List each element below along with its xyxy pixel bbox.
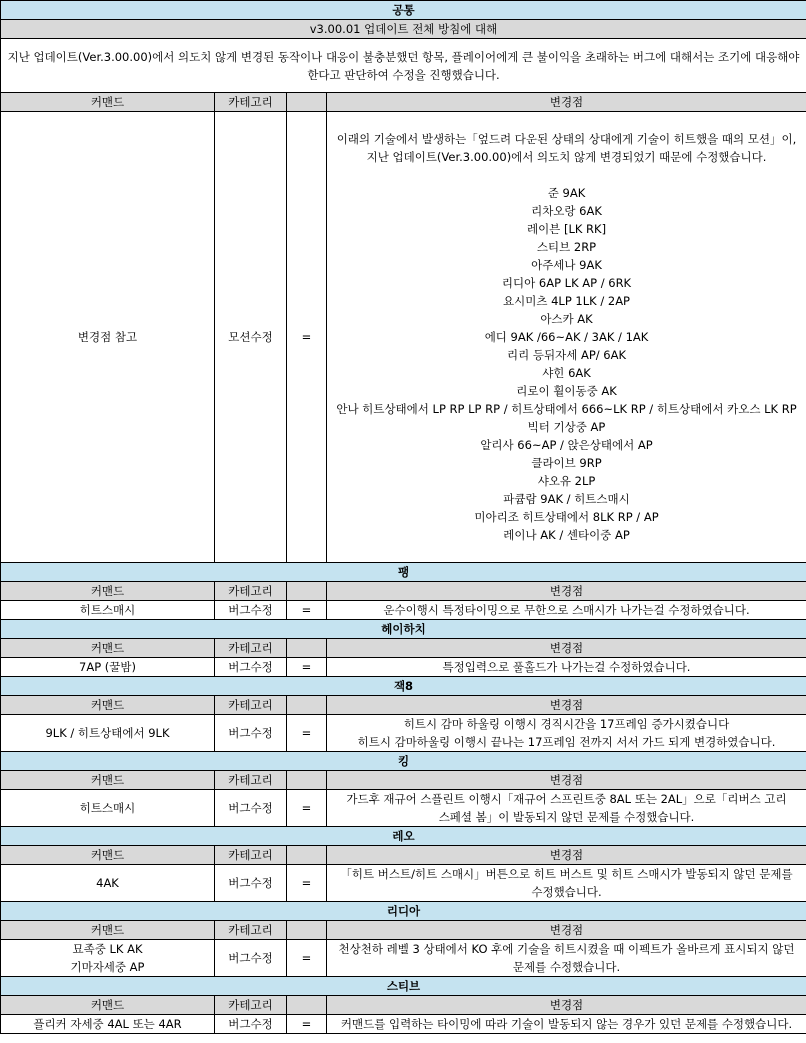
category-cell: 버그수정 <box>215 1015 287 1034</box>
header-command: 커맨드 <box>1 639 215 658</box>
change-line: 스티브 2RP <box>536 240 597 254</box>
header-command: 커맨드 <box>1 93 215 112</box>
change-line: 알리사 66~AP / 앉은상태에서 AP <box>480 438 653 452</box>
change-line: 아스카 AK <box>540 312 593 326</box>
command-cell <box>1 865 215 902</box>
equals-cell: = <box>287 112 327 563</box>
category-cell: 버그수정 <box>215 601 287 620</box>
header-command: 커맨드 <box>1 846 215 865</box>
table-row <box>1 865 806 902</box>
change-line: 레이나 AK / 센타이중 AP <box>503 528 630 542</box>
header-change: 변경점 <box>327 93 806 112</box>
category-cell: 모션수정 <box>215 112 287 563</box>
equals-cell: = <box>287 1015 327 1034</box>
change-line: 아주세나 9AK <box>531 258 602 272</box>
command-line: 플리커 자세중 4AL 또는 4AR <box>33 1017 182 1031</box>
header-command: 커맨드 <box>1 996 215 1015</box>
header-change: 변경점 <box>327 639 806 658</box>
command-line: 히트스매시 <box>79 603 136 617</box>
command-line: 7AP (꿀밤) <box>79 660 136 674</box>
command-cell <box>1 940 215 977</box>
header-category: 카테고리 <box>215 771 287 790</box>
change-line: 미아리조 히트상태에서 8LK RP / AP <box>474 510 659 524</box>
change-line: 샤힌 6AK <box>542 366 591 380</box>
update-policy-intro: 지난 업데이트(Ver.3.00.00)에서 의도치 않게 변경된 동작이나 대응이 불충분했던 항목, 플레이어에게 큰 불이익을 초래하는 버그에 대해서는 조기에 대응해야 한다고 판단하여 수정을 진행했습니다. <box>1 39 806 93</box>
header-category: 카테고리 <box>215 996 287 1015</box>
equals-cell: = <box>287 715 327 752</box>
command-line: 기마자세중 AP <box>70 960 145 974</box>
header-category: 카테고리 <box>215 93 287 112</box>
change-line: 파큠람 9AK / 히트스매시 <box>503 492 630 506</box>
change-line: 리리 등뒤자세 AP/ 6AK <box>507 348 627 362</box>
section-title: 팽 <box>1 563 806 582</box>
header-change: 변경점 <box>327 921 806 940</box>
change-line: 이래의 기술에서 발생하는「엎드려 다운된 상태의 상대에게 기술이 히트했을 때의 모션」이, 지난 업데이트(Ver.3.00.00)에서 의도치 않게 변경되었기 때문에 수정했습니다. <box>336 132 797 164</box>
command-line: 히트스매시 <box>79 801 136 815</box>
change-line: 레이븐 [LK RK] <box>526 222 607 236</box>
header-change: 변경점 <box>327 696 806 715</box>
change-line: 샤오유 2LP <box>537 474 596 488</box>
section-title: 킹 <box>1 752 806 771</box>
table-row <box>1 1015 806 1034</box>
change-cell: 커맨드를 입력하는 타이밍에 따라 기술이 발동되지 않는 경우가 있던 문제를 수정했습니다. <box>327 1015 806 1034</box>
equals-cell: = <box>287 658 327 677</box>
header-category: 카테고리 <box>215 696 287 715</box>
header-category: 카테고리 <box>215 639 287 658</box>
section-title: 잭8 <box>1 677 806 696</box>
section-title: 스티브 <box>1 977 806 996</box>
category-cell: 버그수정 <box>215 790 287 827</box>
equals-cell: = <box>287 865 327 902</box>
section-title-common: 공통 <box>1 1 806 20</box>
change-cell <box>327 112 806 563</box>
table-row <box>1 715 806 752</box>
command-cell <box>1 715 215 752</box>
header-change: 변경점 <box>327 846 806 865</box>
change-line: 준 9AK <box>547 186 586 200</box>
change-line: 리디아 6AP LK AP / 6RK <box>501 276 632 290</box>
header-category: 카테고리 <box>215 846 287 865</box>
category-cell: 버그수정 <box>215 715 287 752</box>
command-cell: 변경점 참고 <box>1 112 215 563</box>
category-cell: 버그수정 <box>215 940 287 977</box>
change-line: 빅터 기상중 AP <box>527 420 606 434</box>
change-cell: 천상천하 레벨 3 상태에서 KO 후에 기술을 히트시켰을 때 이펙트가 올바르게 표시되지 않던 문제를 수정했습니다. <box>327 940 806 977</box>
table-row <box>1 601 806 620</box>
command-line: 4AK <box>96 876 119 890</box>
command-cell <box>1 658 215 677</box>
header-change: 변경점 <box>327 771 806 790</box>
change-cell: 가드후 재규어 스플린트 이행시「재규어 스프린트중 8AL 또는 2AL」으로「리버스 고리 스페셜 봄」이 발동되지 않던 문제를 수정했습니다. <box>327 790 806 827</box>
change-line: 안나 히트상태에서 LP RP LP RP / 히트상태에서 666~LK RP / 히트상태에서 카오스 LK RP <box>336 402 797 416</box>
change-line: 리차오랑 6AK <box>531 204 602 218</box>
command-cell <box>1 790 215 827</box>
change-cell: 운수이행시 특정타이밍으로 무한으로 스매시가 나가는걸 수정하였습니다. <box>327 601 806 620</box>
command-cell <box>1 1015 215 1034</box>
header-command: 커맨드 <box>1 771 215 790</box>
section-title: 헤이하치 <box>1 620 806 639</box>
change-cell: 히트시 감마 하울링 이행시 경직시간을 17프레임 증가시켰습니다 히트시 감마하울링 이행시 끝나는 17프레임 전까지 서서 가드 되게 변경하였습니다. <box>327 715 806 752</box>
equals-cell: = <box>287 601 327 620</box>
table-row <box>1 658 806 677</box>
change-line: 클라이브 9RP <box>531 456 602 470</box>
header-change: 변경점 <box>327 582 806 601</box>
category-cell: 버그수정 <box>215 658 287 677</box>
equals-cell: = <box>287 940 327 977</box>
command-line: 묘족중 LK AK <box>72 942 143 956</box>
header-category: 카테고리 <box>215 582 287 601</box>
change-cell: 「히트 버스트/히트 스매시」버튼으로 히트 버스트 및 히트 스매시가 발동되지 않던 문제를 수정했습니다. <box>327 865 806 902</box>
change-line: 에디 9AK /66~AK / 3AK / 1AK <box>484 330 649 344</box>
header-command: 커맨드 <box>1 582 215 601</box>
table-row <box>1 940 806 977</box>
header-category: 카테고리 <box>215 921 287 940</box>
main-row <box>1 112 806 563</box>
command-cell <box>1 601 215 620</box>
table-row <box>1 790 806 827</box>
header-command: 커맨드 <box>1 921 215 940</box>
change-cell: 특정입력으로 풀홀드가 나가는걸 수정하였습니다. <box>327 658 806 677</box>
change-line: 리로이 휠이동중 AK <box>516 384 617 398</box>
category-cell: 버그수정 <box>215 865 287 902</box>
equals-cell: = <box>287 790 327 827</box>
section-title: 레오 <box>1 827 806 846</box>
update-policy-subtitle: v3.00.01 업데이트 전체 방침에 대해 <box>1 20 806 39</box>
command-line: 9LK / 히트상태에서 9LK <box>45 726 170 740</box>
change-line: 요시미츠 4LP 1LK / 2AP <box>503 294 630 308</box>
header-command: 커맨드 <box>1 696 215 715</box>
section-title: 리디아 <box>1 902 806 921</box>
change-line <box>331 166 802 184</box>
header-change: 변경점 <box>327 996 806 1015</box>
